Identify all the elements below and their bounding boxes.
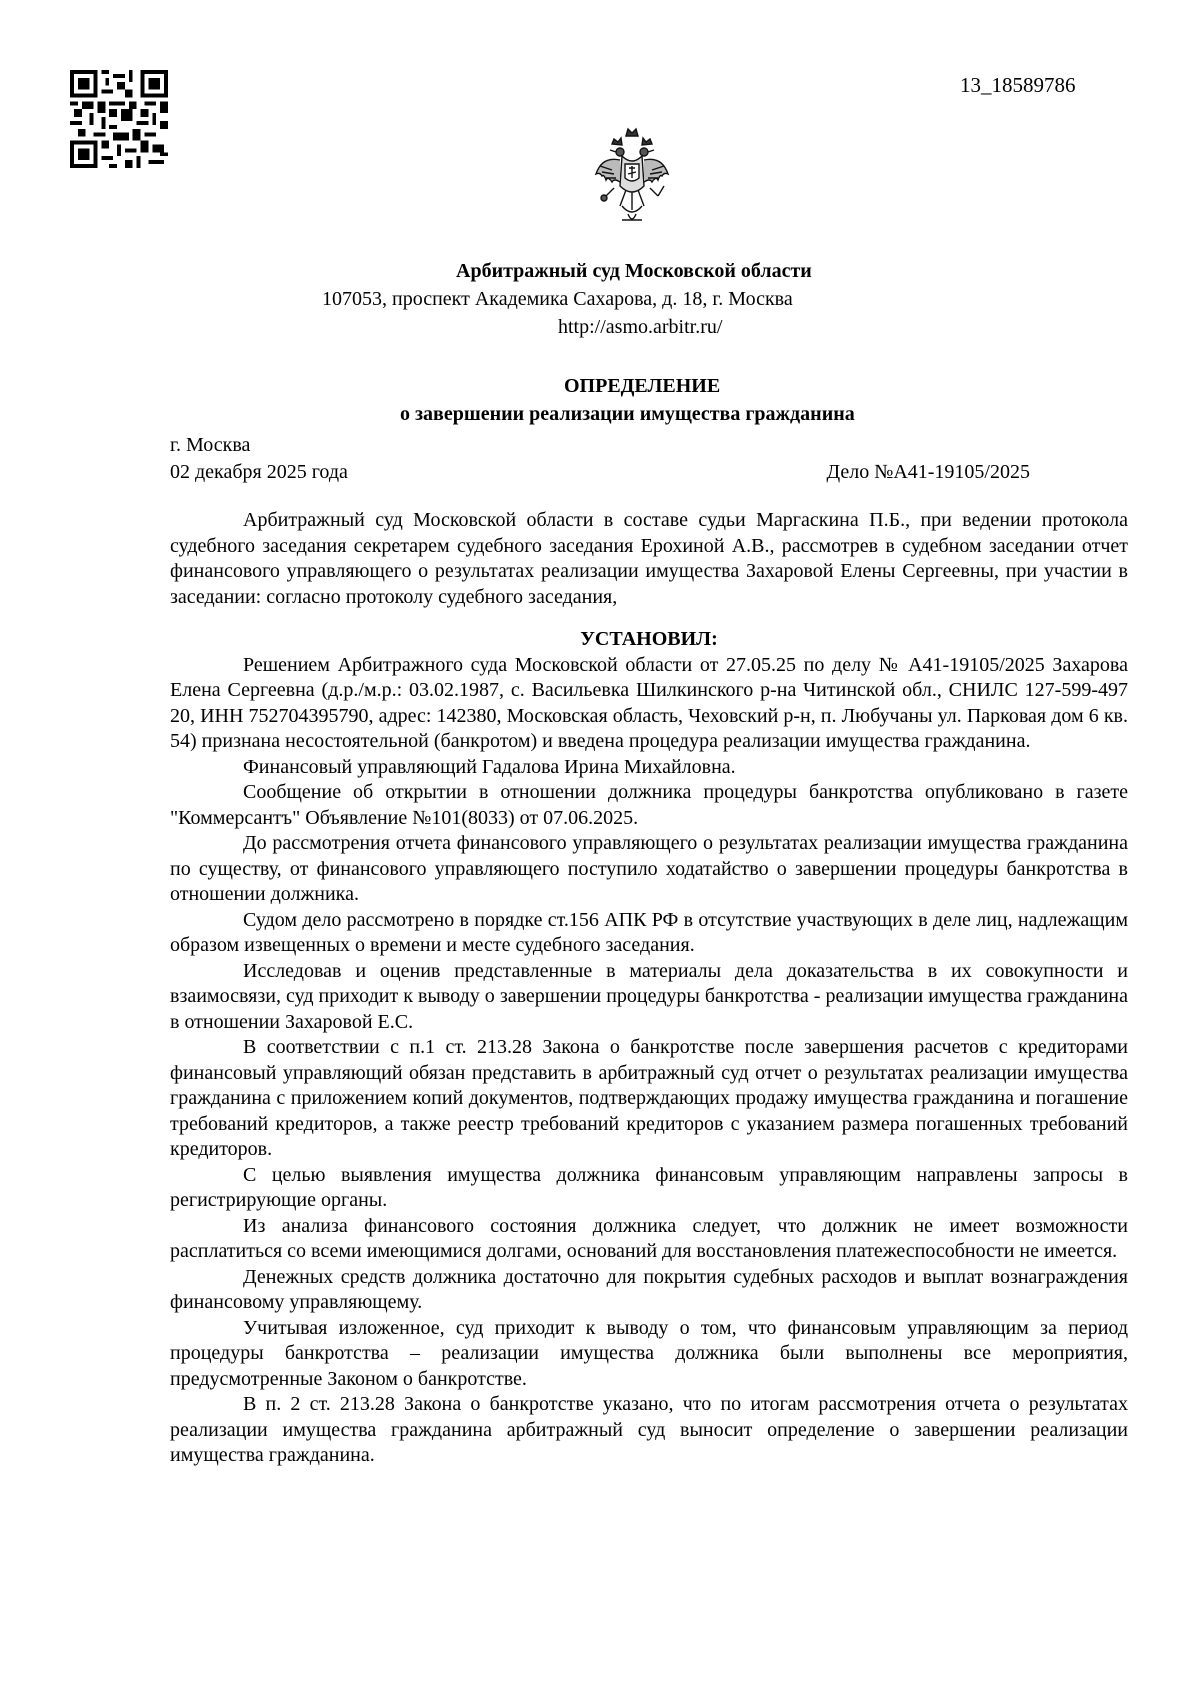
qr-code-icon	[70, 70, 168, 168]
body-paragraph: Сообщение об открытии в отношении должника процедуры банкротства опубликовано в газете "Коммерсантъ" Объявление №101(8033) от 07.06.2025.	[170, 781, 1128, 829]
document-title-block	[0, 372, 1190, 428]
body-paragraph: Решением Арбитражного суда Московской области от 27.05.25 по делу № А41-19105/2025 Захарова Елена Сергеевна (д.р./м.р.: 03.02.1987, с. Васильевка Шилкинского р-на Читинской обл., СНИЛС 127-599-497 20, ИНН 752704395790, адрес: 142380, Московская область, Чеховский р-н, п. Любучаны ул. Парковая дом 6 кв. 54) признана несостоятельной (банкротом) и введена процедура реализации имущества гражданина.	[170, 653, 1128, 752]
city: г. Москва	[170, 434, 251, 456]
document-number: 13_18589786	[960, 73, 1076, 97]
case-number: Дело №А41-19105/2025	[826, 461, 1030, 483]
body-paragraph: До рассмотрения отчета финансового управляющего о результатах реализации имущества гражданина по существу, от финансового управляющего поступило ходатайство о завершении процедуры банкротства в отношении должника.	[170, 832, 1128, 905]
body-paragraph: В п. 2 ст. 213.28 Закона о банкротстве указано, что по итогам рассмотрения отчета о результатах реализации имущества гражданина арбитражный суд выносит определение о завершении реализации имущества гражданина.	[170, 1393, 1128, 1466]
document-title: ОПРЕДЕЛЕНИЕ	[564, 375, 721, 397]
body-paragraph: В соответствии с п.1 ст. 213.28 Закона о банкротстве после завершения расчетов с кредиторами финансовый управляющий обязан представить в арбитражный суд отчет о результатах реализации имущества гражданина с приложением копий документов, подтверждающих продажу имущества гражданина и погашение требований кредиторов, а также реестр требований кредиторов с указанием размера погашенных требований кредиторов.	[170, 1036, 1128, 1160]
court-website: http://asmo.arbitr.ru/	[558, 316, 723, 338]
coat-of-arms-icon	[592, 126, 672, 230]
body-paragraph: Учитывая изложенное, суд приходит к выводу о том, что финансовым управляющим за период процедуры банкротства – реализации имущества должника были выполнены все мероприятия, предусмотренные Законом о банкротстве.	[170, 1316, 1128, 1390]
document-subtitle: о завершении реализации имущества гражданина	[400, 403, 855, 425]
court-address: 107053, проспект Академика Сахарова, д. 18, г. Москва	[322, 288, 793, 310]
section-heading: УСТАНОВИЛ:	[580, 628, 718, 650]
body-paragraph: С целью выявления имущества должника финансовым управляющим направлены запросы в регистрирующие органы.	[170, 1163, 1128, 1211]
decision-date: 02 декабря 2025 года	[170, 461, 348, 483]
body-paragraph: Исследовав и оценив представленные в материалы дела доказательства в их совокупности и взаимосвязи, суд приходит к выводу о завершении процедуры банкротства - реализации имущества гражданина в отношении Захаровой Е.С.	[170, 959, 1128, 1033]
court-header	[0, 257, 1190, 341]
intro-paragraph: Арбитражный суд Московской области в составе судьи Маргаскина П.Б., при ведении протокола судебного заседания секретарем судебного заседания Ерохиной А.В., рассмотрев в судебном заседании отчет финансового управляющего о результатах реализации имущества Захаровой Елены Сергеевны, при участии в заседании: согласно протоколу судебного заседания,	[170, 509, 1128, 608]
place-date-block	[170, 432, 1030, 486]
document-body	[170, 508, 1128, 1469]
body-paragraph: Из анализа финансового состояния должника следует, что должник не имеет возможности расплатиться со всеми имеющимися долгами, оснований для восстановления платежеспособности не имеется.	[170, 1214, 1128, 1262]
body-paragraph: Денежных средств должника достаточно для покрытия судебных расходов и выплат вознаграждения финансовому управляющему.	[170, 1265, 1128, 1313]
body-paragraph: Финансовый управляющий Гадалова Ирина Михайловна.	[243, 755, 736, 778]
body-paragraph: Судом дело рассмотрено в порядке ст.156 АПК РФ в отсутствие участвующих в деле лиц, надлежащим образом извещенных о времени и месте судебного заседания.	[170, 908, 1128, 956]
court-name: Арбитражный суд Московской области	[456, 260, 812, 282]
